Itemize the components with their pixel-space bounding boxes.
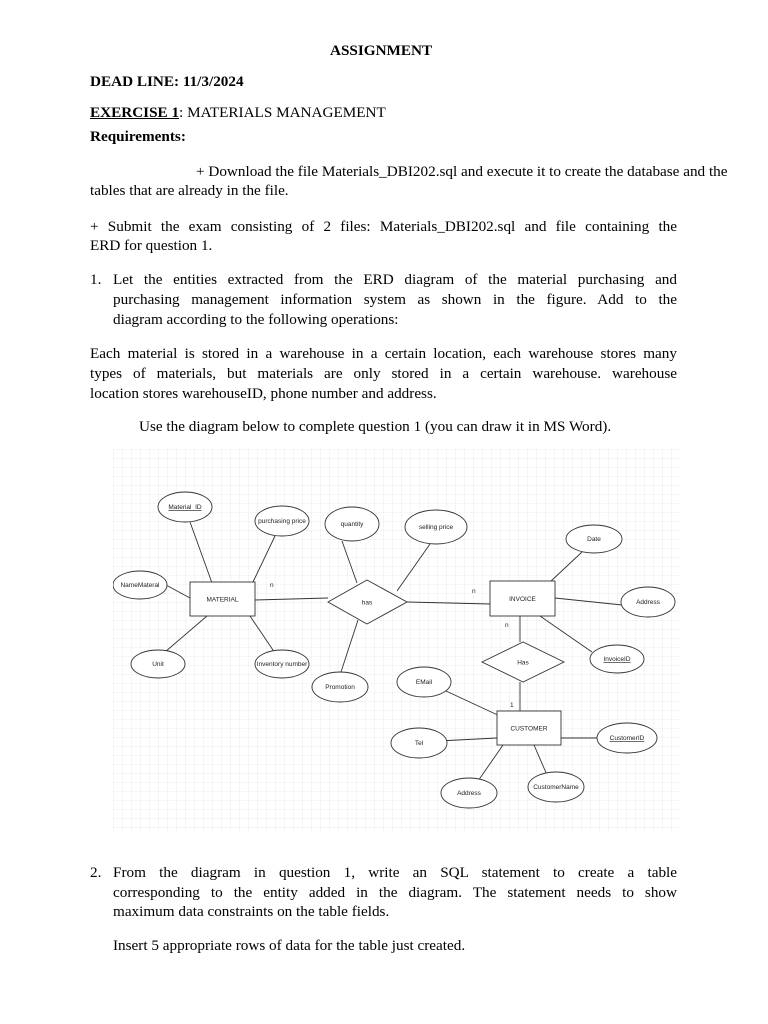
requirement-2-line-1: + Submit the exam consisting of 2 files: Materials_DBI202.sql and file containing the [90,218,677,235]
attribute-invoice-address-label: Address [636,599,660,606]
diagram-instruction: Use the diagram below to complete question 1 (you can draw it in MS Word). [139,418,612,435]
question-2-number: 2. [90,864,102,881]
cardinality-invoice-has-customer: n [505,622,509,629]
attribute-date-label: Date [587,536,601,543]
exercise-title: : MATERIALS MANAGEMENT [179,104,386,121]
entity-material-label: MATERIAL [206,596,239,604]
question-1-line-1: Let the entities extracted from the ERD diagram of the material purchasing and [113,271,677,288]
question-2-line-2: corresponding to the entity added in the diagram. The statement needs to show [113,884,677,901]
exercise-label: EXERCISE 1 [90,104,180,121]
entity-invoice-label: INVOICE [509,596,536,603]
cardinality-customer-has: 1 [510,702,514,709]
insert-instruction: Insert 5 appropriate rows of data for the table just created. [113,937,466,954]
question-1-number: 1. [90,271,102,288]
deadline: DEAD LINE: 11/3/2024 [90,73,244,90]
attribute-purchasing-price-label: purchasing price [258,518,306,525]
requirements-heading: Requirements: [90,128,186,145]
question-2-line-1: From the diagram in question 1, write an SQL statement to create a table [113,864,677,881]
paragraph-line-3: location stores warehouseID, phone number and address. [90,385,437,402]
cardinality-material-has: n [270,582,274,589]
question-2-line-3: maximum data constraints on the table fields. [113,903,390,920]
question-1-line-2: purchasing management information system as shown in the figure. Add to the [113,291,677,308]
relationship-has-label: has [361,599,373,607]
attribute-customer-id-label: CustomerID [609,735,645,742]
requirement-1-line-1: + Download the file Materials_DBI202.sql and execute it to create the database and the [196,163,728,180]
attribute-customer-name-label: CustomerName [533,784,579,791]
cardinality-invoice-has: n [472,588,476,595]
attribute-invoice-id-label: InvoiceID [603,656,631,663]
entity-customer-label: CUSTOMER [510,725,548,733]
exercise-heading [90,103,386,122]
attribute-tel-label: Tel [414,740,424,747]
attribute-quantity-label: quantity [340,521,364,528]
question-1-line-3: diagram according to the following operations: [113,311,399,328]
attribute-promotion-label: Promotion [325,684,355,691]
attribute-material-id-label: Material_ID [168,504,202,511]
requirement-1-line-2: tables that are already in the file. [90,182,289,199]
document-title: ASSIGNMENT [330,42,433,59]
attribute-unit-label: Unit [152,661,164,668]
requirement-2-line-2: ERD for question 1. [90,237,213,254]
attribute-email-label: EMail [415,679,433,686]
relationship-has-customer-label: Has [517,659,529,667]
attribute-selling-price-label: selling price [418,524,454,531]
paragraph-line-1: Each material is stored in a warehouse in a certain location, each warehouse stores many [90,345,677,362]
erd-diagram [113,449,680,831]
attribute-inventory-number-label: Inventory number [256,661,308,668]
paragraph-line-2: types of materials, but materials are only stored in a certain warehouse. warehouse [90,365,677,382]
attribute-name-material-label: NameMateral [120,582,160,589]
attribute-customer-address-label: Address [457,790,481,797]
